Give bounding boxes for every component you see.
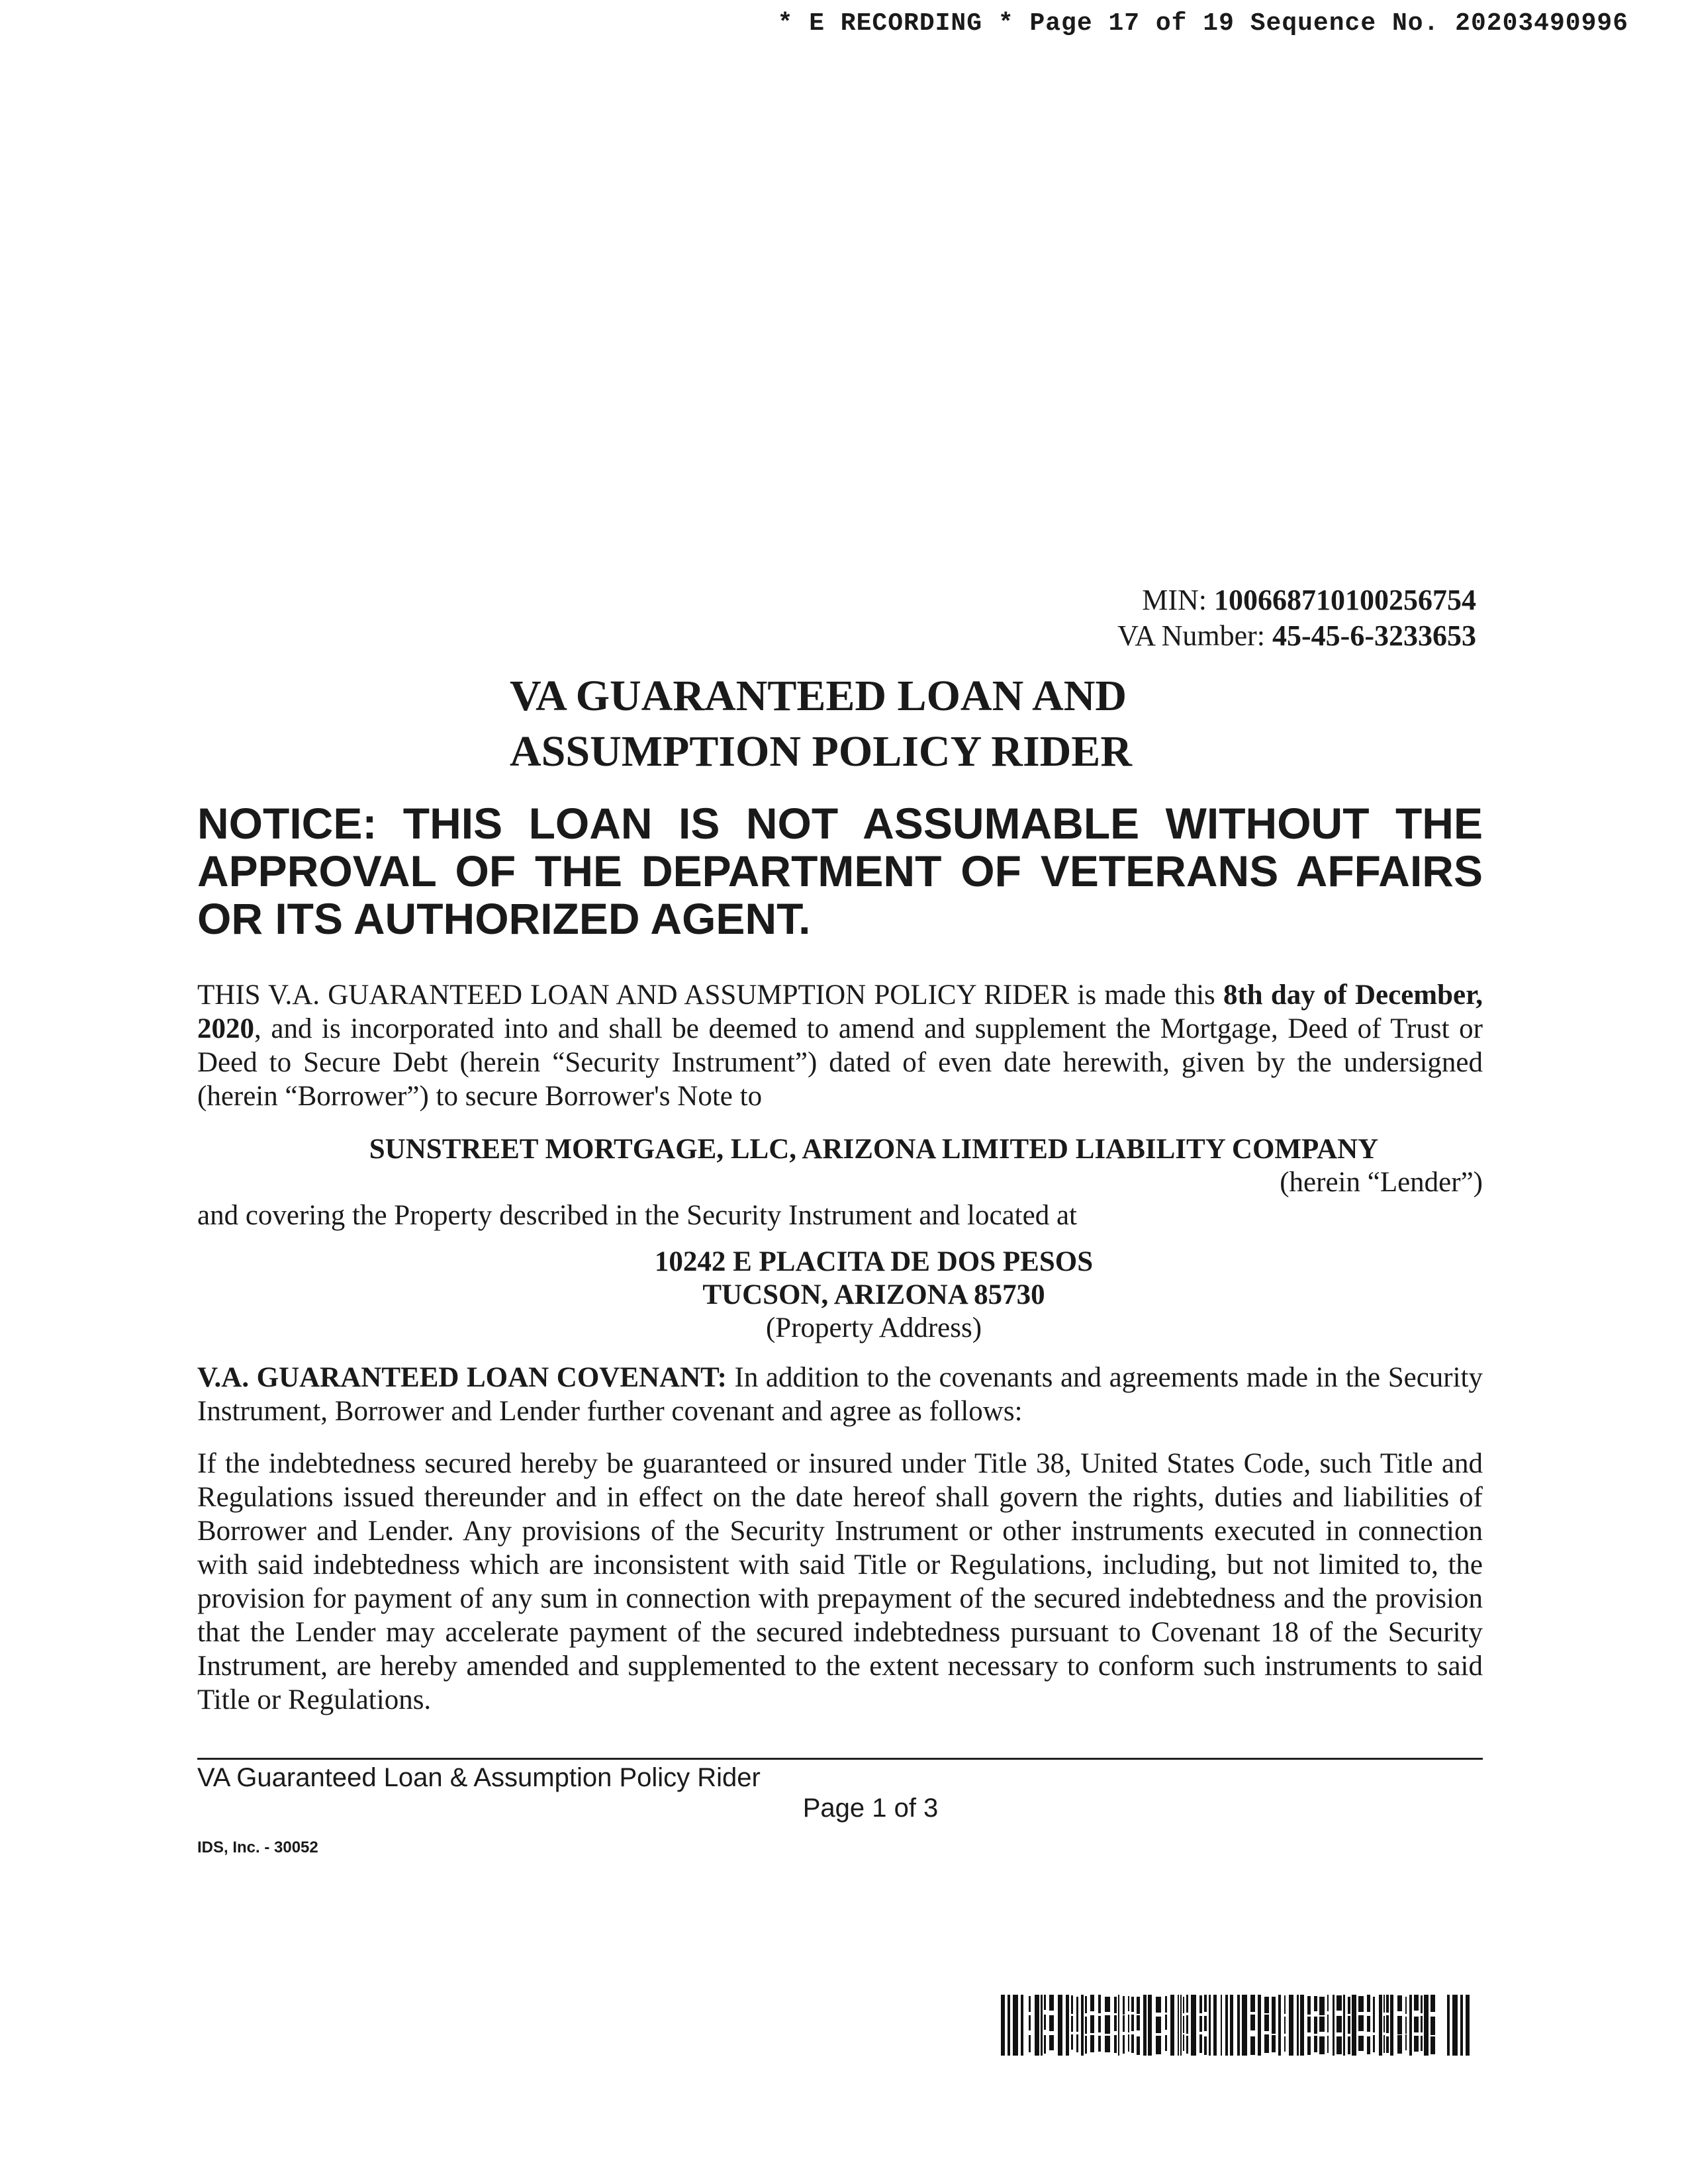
barcode-bar xyxy=(1066,1995,1069,2056)
barcode-bar xyxy=(1118,1995,1119,2056)
barcode-bar xyxy=(1041,1995,1043,2056)
barcode-bar xyxy=(1319,1997,1325,2015)
barcode-bar xyxy=(1128,1996,1129,2011)
barcode-bar xyxy=(1272,2015,1276,2034)
barcode-bar xyxy=(1071,2034,1073,2050)
barcode-bar xyxy=(1044,1995,1046,2010)
barcode-bar xyxy=(1165,2035,1167,2051)
barcode-bar xyxy=(1143,1995,1147,2056)
barcode-bar xyxy=(1327,1995,1329,2011)
barcode-bar xyxy=(1421,1995,1423,2013)
barcode-bar xyxy=(1379,1995,1382,2056)
barcode-bar xyxy=(1044,2035,1046,2054)
barcode-bar xyxy=(1221,1995,1222,2056)
barcode-bar xyxy=(1105,1997,1110,2012)
barcode-bar xyxy=(1213,1995,1217,2056)
barcode-bar xyxy=(1049,1995,1054,2011)
barcode-bar xyxy=(1397,2016,1402,2034)
covenant-paragraph xyxy=(197,1361,1483,1428)
barcode-bar xyxy=(1390,1995,1393,2056)
barcode-bar xyxy=(1272,2035,1276,2052)
barcode-bar xyxy=(1225,1995,1228,2056)
recording-header: * E RECORDING * Page 17 of 19 Sequence No. 20203490996 xyxy=(777,9,1628,38)
barcode-bar xyxy=(1204,1995,1207,2012)
barcode-bar xyxy=(1397,1995,1402,2011)
barcode-bar xyxy=(1209,1995,1211,2056)
barcode-bar xyxy=(1021,1995,1023,2056)
barcode-bar xyxy=(1430,2017,1435,2035)
barcode-bar xyxy=(1128,2034,1129,2052)
barcode-bar xyxy=(1405,2017,1407,2034)
barcode-icon xyxy=(1001,1995,1471,2056)
min-line xyxy=(1117,582,1476,618)
barcode-bar xyxy=(1148,1995,1152,2056)
barcode-bar xyxy=(1319,2017,1325,2032)
barcode-bar xyxy=(1348,1997,1350,2014)
barcode-bar xyxy=(1405,2034,1407,2050)
barcode-bar xyxy=(1029,2035,1031,2052)
barcode-bar xyxy=(1242,1995,1247,2056)
barcode-bar xyxy=(1447,1995,1450,2056)
barcode-bar xyxy=(1343,1995,1345,2056)
barcode-bar xyxy=(1348,2036,1350,2054)
barcode-bar xyxy=(1358,1996,1364,2012)
barcode-bar xyxy=(1098,1995,1101,2013)
barcode-bar xyxy=(1137,1997,1140,2014)
barcode-bar xyxy=(1397,2035,1402,2054)
barcode-bar xyxy=(1314,2017,1317,2034)
barcode-bar xyxy=(1013,1995,1018,2056)
barcode-bar xyxy=(1001,1995,1005,2056)
document-title-line-1: VA GUARANTEED LOAN AND xyxy=(510,672,1127,720)
barcode-bar xyxy=(1029,2015,1031,2030)
barcode-bar xyxy=(1383,1995,1385,2013)
barcode-bar xyxy=(1085,2036,1087,2054)
barcode-bar xyxy=(1300,1995,1304,2056)
barcode-bar xyxy=(1314,1996,1317,2011)
barcode-bar xyxy=(1199,1995,1202,2013)
barcode-bar xyxy=(1460,1995,1463,2056)
covering-text: and covering the Property described in the Security Instrument and located at xyxy=(197,1200,1077,1231)
barcode-bar xyxy=(1284,2017,1286,2034)
barcode-bar xyxy=(1131,2034,1134,2053)
barcode-bar xyxy=(1131,2015,1134,2031)
barcode-bar xyxy=(1114,1997,1117,2013)
barcode-bar xyxy=(1348,2016,1350,2034)
barcode-bar xyxy=(1284,2036,1286,2052)
barcode-bar xyxy=(1191,1995,1196,2056)
barcode-bar xyxy=(1123,2015,1125,2032)
document-title xyxy=(510,668,1132,780)
barcode-bar xyxy=(1264,1997,1269,2013)
barcode-bar xyxy=(1264,2015,1269,2031)
barcode-bar xyxy=(1278,1995,1281,2056)
barcode-bar xyxy=(1085,1996,1087,2013)
rider-date: 8th day of December, 2020 xyxy=(197,979,1483,1044)
barcode-bar xyxy=(1105,2015,1110,2034)
barcode-bar xyxy=(1098,2016,1101,2032)
barcode-bar xyxy=(1307,1996,1311,2015)
barcode-bar xyxy=(1156,2036,1161,2054)
barcode-bar xyxy=(1090,2035,1094,2052)
barcode-bar xyxy=(1430,1995,1435,2012)
barcode-bar xyxy=(1178,1995,1179,2056)
property-address-caption: (Property Address) xyxy=(765,1312,982,1343)
barcode-bar xyxy=(1386,1995,1389,2013)
barcode-bar xyxy=(1414,2017,1419,2032)
barcode-bar xyxy=(1029,1996,1031,2012)
barcode-bar xyxy=(1358,2036,1364,2051)
barcode-bar xyxy=(1128,2015,1129,2032)
barcode-bar xyxy=(1314,2036,1317,2052)
barcode-bar xyxy=(1373,2035,1375,2052)
property-address-line-2: TUCSON, ARIZONA 85730 xyxy=(702,1279,1045,1310)
barcode-bar xyxy=(1114,2015,1117,2031)
barcode-bar xyxy=(1250,2036,1255,2055)
barcode-bar xyxy=(1297,1995,1299,2056)
barcode-bar xyxy=(1186,1995,1188,2013)
lender-herein-label: (herein “Lender”) xyxy=(1280,1167,1483,1198)
barcode-bar xyxy=(1049,2015,1054,2031)
covenant-heading: V.A. GUARANTEED LOAN COVENANT: xyxy=(197,1362,727,1393)
barcode-bar xyxy=(1183,2034,1184,2051)
barcode-bar xyxy=(1367,1995,1370,2012)
barcode-bar xyxy=(1123,1996,1125,2015)
barcode-bar xyxy=(1165,1996,1167,2013)
barcode-bar xyxy=(1183,1997,1184,2013)
min-label: MIN: xyxy=(1142,584,1207,616)
barcode-bar xyxy=(1085,2017,1087,2034)
lender-name: SUNSTREET MORTGAGE, LLC, ARIZONA LIMITED LIABILITY COMPANY xyxy=(369,1134,1379,1165)
covenant-text: In addition to the covenants and agreements made in the Security Instrument, Borrower and Lender further covenant and agree as follows: xyxy=(197,1362,1483,1427)
barcode-bar xyxy=(1137,2015,1140,2030)
barcode-bar xyxy=(1165,2015,1167,2030)
barcode-bar xyxy=(1123,2035,1125,2054)
intro-text-start: THIS V.A. GUARANTEED LOAN AND ASSUMPTION POLICY RIDER is made this xyxy=(197,979,1223,1011)
intro-text-end: , and is incorporated into and shall be deemed to amend and supplement the Mortgage, Deed of Trust or Deed to Secure Debt (herein “Security Instrument”) dated of even date herewith, given by the undersigned (herein “Borrower”) to secure Borrower's Note to xyxy=(197,1013,1483,1112)
barcode-bar xyxy=(1250,1995,1255,2012)
barcode-bar xyxy=(1258,1995,1261,2056)
barcode-bar xyxy=(1373,1997,1375,2015)
barcode-bar xyxy=(1327,2036,1329,2053)
barcode-bar xyxy=(1452,1995,1458,2056)
barcode-bar xyxy=(1336,2016,1342,2032)
barcode-bar xyxy=(1186,2015,1188,2034)
barcode-bar xyxy=(1199,2034,1202,2053)
barcode-bar xyxy=(1405,1997,1407,2014)
barcode-bar xyxy=(1386,2015,1389,2033)
barcode-bar xyxy=(1272,1997,1276,2015)
barcode-bar xyxy=(1430,2036,1435,2054)
va-number-value: 45-45-6-3233653 xyxy=(1272,619,1476,652)
barcode-bar xyxy=(1367,2016,1370,2032)
barcode-bar xyxy=(1421,2016,1423,2032)
footer-page-number: Page 1 of 3 xyxy=(802,1794,939,1823)
barcode-bar xyxy=(1373,2015,1375,2032)
barcode-bar xyxy=(1049,2035,1054,2050)
barcode-bar xyxy=(1170,1995,1174,2056)
barcode-bar xyxy=(1180,1995,1182,2056)
property-address-line-1: 10242 E PLACITA DE DOS PESOS xyxy=(654,1246,1094,1277)
barcode-bar xyxy=(1367,2036,1370,2054)
assumption-notice: NOTICE: THIS LOAN IS NOT ASSUMABLE WITHOUT THE APPROVAL OF THE DEPARTMENT OF VETERANS AFFAIRS OR ITS AUTHORIZED AGENT. xyxy=(197,799,1483,943)
barcode-bar xyxy=(1044,2015,1046,2030)
barcode-bar xyxy=(1058,1995,1062,2056)
barcode-bar xyxy=(1230,1995,1233,2056)
barcode-bar xyxy=(1090,2015,1094,2033)
barcode-bar xyxy=(1035,1995,1039,2056)
min-value: 100668710100256754 xyxy=(1214,584,1476,616)
barcode-bar xyxy=(1421,2036,1423,2051)
intro-paragraph xyxy=(197,978,1483,1113)
barcode-bar xyxy=(1186,2036,1188,2054)
barcode-bar xyxy=(1156,1997,1161,2013)
footer-divider xyxy=(197,1758,1483,1760)
document-title-line-2: ASSUMPTION POLICY RIDER xyxy=(510,727,1132,776)
barcode-bar xyxy=(1250,2015,1255,2030)
barcode-bar xyxy=(1105,2036,1110,2052)
barcode-bar xyxy=(1071,2016,1073,2032)
barcode-bar xyxy=(1008,1995,1010,2056)
barcode-bar xyxy=(1327,2015,1329,2032)
barcode-bar xyxy=(1264,2034,1269,2053)
barcode-bar xyxy=(1383,2016,1385,2032)
barcode-bar xyxy=(1114,2035,1117,2053)
loan-identifiers xyxy=(1117,582,1476,654)
barcode-bar xyxy=(1131,1997,1134,2012)
title-38-paragraph: If the indebtedness secured hereby be guaranteed or insured under Title 38, United States Code, such Title and Regulations issued thereunder and in effect on the date hereof shall govern the rights, duties and liabilities of Borrower and Lender. Any provisions of the Security Instrument or other instruments executed in connection with said indebtedness which are inconsistent with said Title or Regulations, including, but not limited to, the provision for payment of any sum in connection with prepayment of the secured indebtedness and the provision that the Lender may accelerate payment of the secured indebtedness pursuant to Covenant 18 of the Security Instrument, are hereby amended and supplemented to the extent necessary to conform such instruments to said Title or Regulations. xyxy=(197,1448,1483,1715)
barcode-bar xyxy=(1090,1995,1094,2011)
barcode-bar xyxy=(1071,1995,1073,2014)
barcode-bar xyxy=(1076,2034,1078,2052)
barcode-bar xyxy=(1137,2036,1140,2055)
barcode-bar xyxy=(1358,2015,1364,2031)
va-number-label: VA Number: xyxy=(1117,619,1266,652)
barcode-bar xyxy=(1414,1995,1419,2011)
footer-title: VA Guaranteed Loan & Assumption Policy Rider xyxy=(197,1763,761,1792)
barcode-bar xyxy=(1284,1995,1286,2014)
barcode-bar xyxy=(1336,1995,1342,2011)
barcode-bar xyxy=(1199,2016,1202,2032)
barcode-bar xyxy=(1183,2016,1184,2033)
barcode-bar xyxy=(1414,2036,1419,2052)
barcode-bar xyxy=(1319,2036,1325,2054)
va-number-line xyxy=(1117,618,1476,654)
barcode-bar xyxy=(1409,1995,1412,2056)
barcode-bar xyxy=(1383,2035,1385,2053)
barcode-bar xyxy=(1352,1995,1356,2056)
barcode-bar xyxy=(1204,2016,1207,2031)
property-address xyxy=(0,1246,1688,1345)
barcode-bar xyxy=(1336,2036,1342,2054)
barcode-bar xyxy=(1466,1995,1470,2056)
barcode-bar xyxy=(1307,2036,1311,2055)
barcode-bar xyxy=(1289,1995,1293,2056)
barcode-bar xyxy=(1098,2036,1101,2052)
barcode-bar xyxy=(1237,1995,1240,2056)
footer-form-code: IDS, Inc. - 30052 xyxy=(197,1839,318,1856)
barcode-bar xyxy=(1424,1995,1429,2056)
barcode-bar xyxy=(1156,2017,1161,2033)
barcode-bar xyxy=(1204,2036,1207,2055)
barcode-bar xyxy=(1081,1995,1084,2056)
barcode-bar xyxy=(1307,2017,1311,2032)
barcode-bar xyxy=(1076,1997,1078,2015)
barcode-bar xyxy=(1076,2015,1078,2032)
barcode-bar xyxy=(1386,2036,1389,2053)
barcode-bar xyxy=(1333,1995,1335,2056)
